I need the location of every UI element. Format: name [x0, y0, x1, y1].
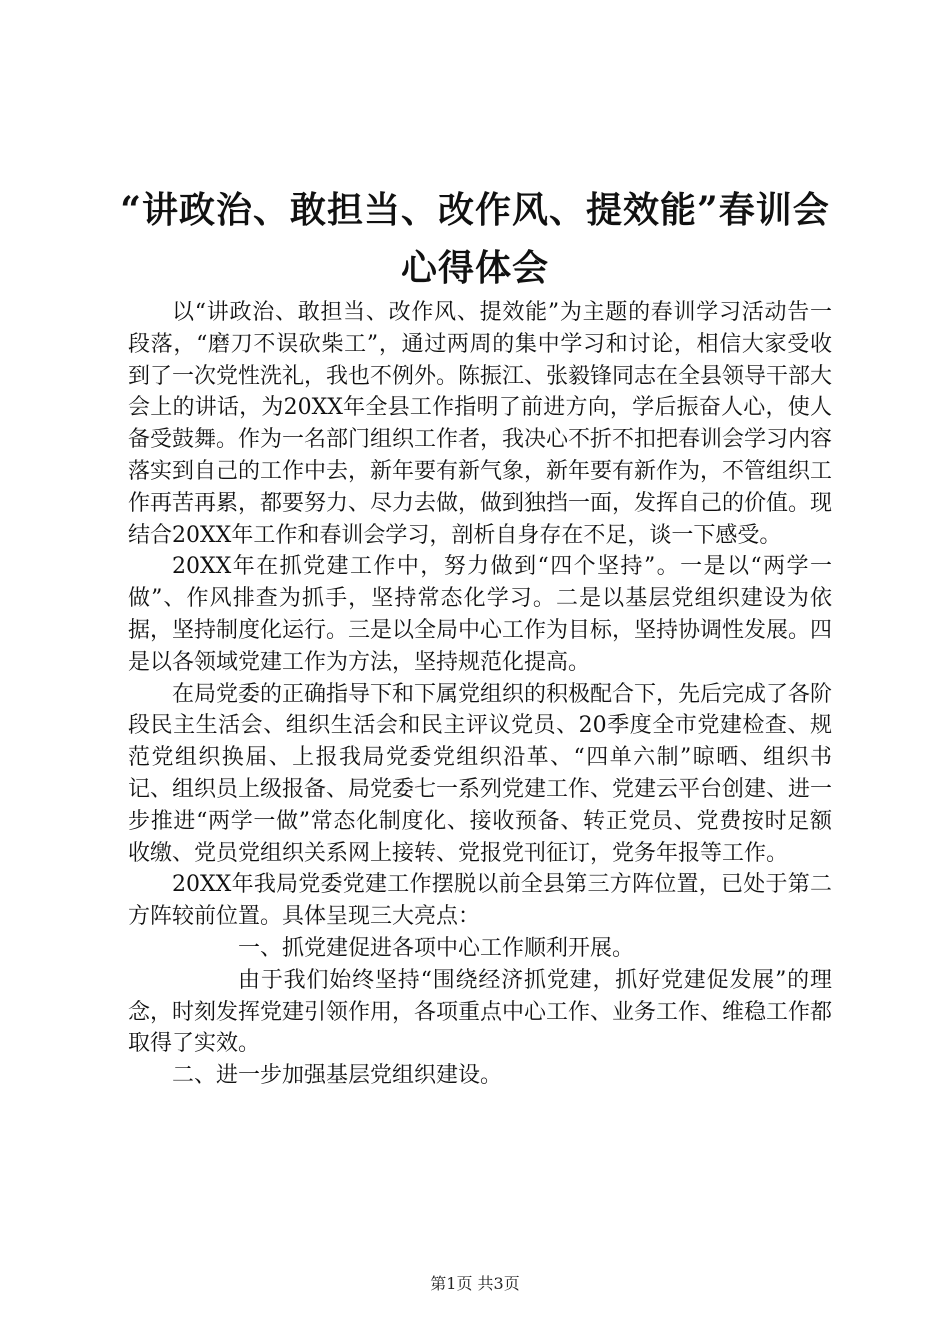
document-title-line-1: “讲政治、敢担当、改作风、提效能”春训会 — [120, 189, 830, 231]
page-number-footer: 第1页 共3页 — [430, 1274, 520, 1293]
paragraph-highlight-one-heading: 一、抓党建促进各项中心工作顺利开展。 — [238, 935, 635, 961]
paragraph-intro: 以“讲政治、敢担当、改作风、提效能”为主题的春训学习活动告一段落，“磨刀不误砍柴工”，通过两周的集中学习和讨论，相信大家受收到了一次党性洗礼，我也不例外。陈振江、张毅锋同志在全县领导干部大会上的讲话，为20XX年全县工作指明了前进方向，学后振奋人心，使人备受鼓舞。作为一名部门组织工作者，我决心不折不扣把春训会学习内容落实到自己的工作中去，新年要有新气象，新年要有新作为，不管组织工作再苦再累，都要努力、尽力去做，做到独挡一面，发挥自己的价值。现结合20XX年工作和春训会学习，剖析自身存在不足，谈一下感受。 — [128, 300, 833, 548]
document-body — [128, 297, 832, 1092]
paragraph-highlight-two-heading: 二、进一步加强基层党组织建设。 — [172, 1063, 503, 1089]
paragraph-completed-work: 在局党委的正确指导下和下属党组织的积极配合下，先后完成了各阶段民主生活会、组织生活会和民主评议党员、20季度全市党建检查、规范党组织换届、上报我局党委党组织沿革、“四单六制”晾晒、组织书记、组织员上级报备、局党委七一系列党建工作、党建云平台创建、进一步推进“两学一做”常态化制度化、接收预备、转正党员、党费按时足额收缴、党员党组织关系网上接转、党报党刊征订，党务年报等工作。 — [128, 681, 833, 866]
document-title-line-2: 心得体会 — [400, 247, 549, 289]
paragraph-highlight-one-body: 由于我们始终坚持“围绕经济抓党建，抓好党建促发展”的理念，时刻发挥党建引领作用，各项重点中心工作、业务工作、维稳工作都取得了实效。 — [128, 967, 833, 1057]
paragraph-highlights: 20XX年我局党委党建工作摆脱以前全县第三方阵位置，已处于第二方阵较前位置。具体呈现三大亮点： — [128, 872, 832, 930]
paragraph-four-persistences: 20XX年在抓党建工作中，努力做到“四个坚持”。一是以“两学一做”、作风排查为抓手，坚持常态化学习。二是以基层党组织建设为依据，坚持制度化运行。三是以全局中心工作为目标，坚持协调性发展。四是以各领域党建工作为方法，坚持规范化提高。 — [128, 554, 833, 675]
